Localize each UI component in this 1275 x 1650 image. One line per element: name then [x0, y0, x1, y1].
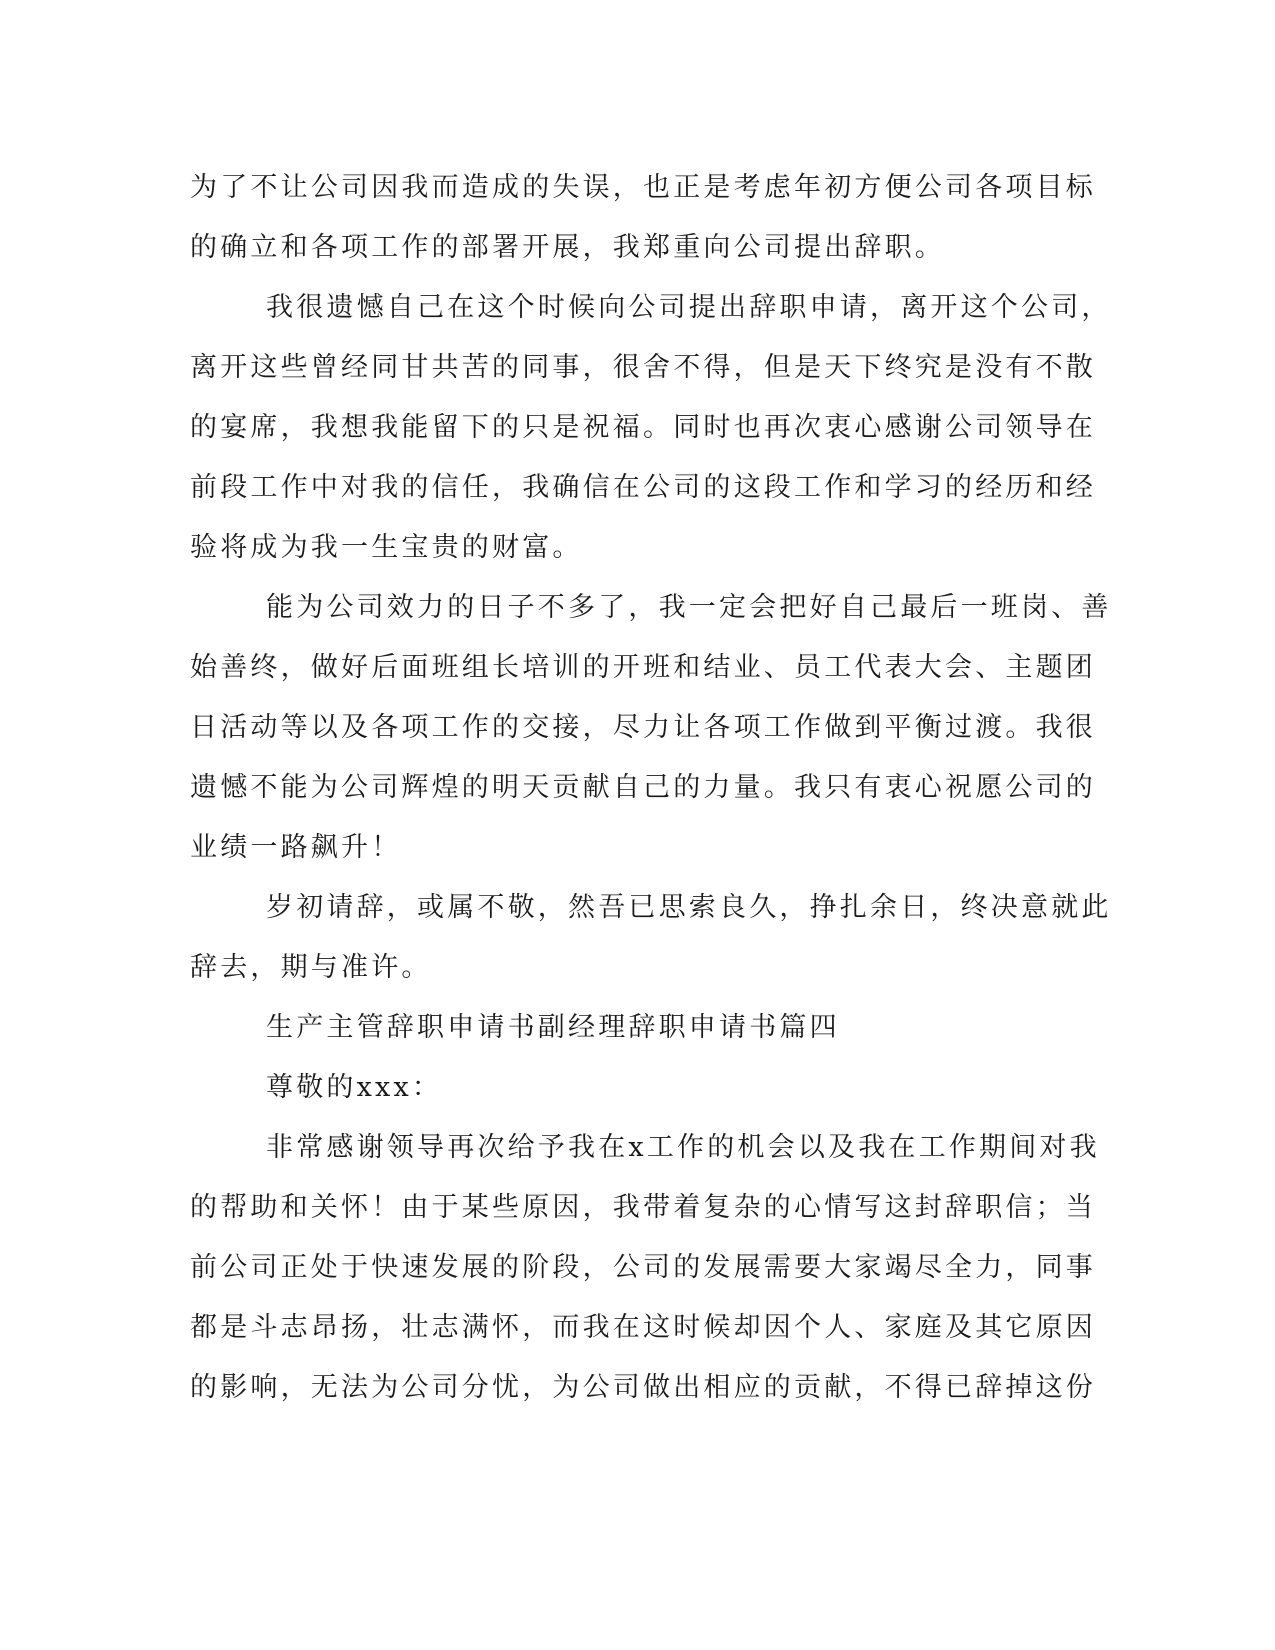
- text-line: 遗憾不能为公司辉煌的明天贡献自己的力量。我只有衷心祝愿公司的: [190, 772, 1096, 803]
- paragraph: [190, 878, 1112, 998]
- text-line: 离开这些曾经同甘共苦的同事，很舍不得，但是天下终究是没有不散: [190, 352, 1096, 383]
- text-line: 生产主管辞职申请书副经理辞职申请书篇四: [266, 1012, 840, 1043]
- text-line: 能为公司效力的日子不多了，我一定会把好自己最后一班岗、善: [266, 592, 1112, 623]
- text-line: 辞去，期与准许。: [190, 952, 432, 983]
- paragraph: [190, 158, 1096, 278]
- text-line: 始善终，做好后面班组长培训的开班和结业、员工代表大会、主题团: [190, 652, 1096, 683]
- text-line: 的帮助和关怀！由于某些原因，我带着复杂的心情写这封辞职信；当: [190, 1192, 1096, 1223]
- text-line: 验将成为我一生宝贵的财富。: [190, 532, 583, 563]
- text-line: 前公司正处于快速发展的阶段，公司的发展需要大家竭尽全力，同事: [190, 1252, 1096, 1283]
- text-line: 我很遗憾自己在这个时候向公司提出辞职申请，离开这个公司，: [266, 292, 1112, 323]
- text-line: 非常感谢领导再次给予我在x工作的机会以及我在工作期间对我: [266, 1132, 1100, 1163]
- text-line: 的确立和各项工作的部署开展，我郑重向公司提出辞职。: [190, 232, 945, 263]
- text-line: 尊敬的xxx：: [266, 1072, 443, 1103]
- text-line: 的宴席，我想我能留下的只是祝福。同时也再次衷心感谢公司领导在: [190, 412, 1096, 443]
- salutation: [190, 1058, 1080, 1118]
- text-line: 岁初请辞，或属不敬，然吾已思索良久，挣扎余日，终决意就此: [266, 892, 1112, 923]
- paragraph: [190, 578, 1112, 878]
- paragraph: [190, 1118, 1100, 1418]
- document-body: [190, 158, 1112, 1418]
- paragraph: [190, 278, 1112, 578]
- text-line: 业绩一路飙升！: [190, 832, 402, 863]
- text-line: 的影响，无法为公司分忧，为公司做出相应的贡献，不得已辞掉这份: [190, 1372, 1096, 1403]
- section-heading: [190, 998, 1080, 1058]
- text-line: 都是斗志昂扬，壮志满怀，而我在这时候却因个人、家庭及其它原因: [190, 1312, 1096, 1343]
- text-line: 日活动等以及各项工作的交接，尽力让各项工作做到平衡过渡。我很: [190, 712, 1096, 743]
- text-line: 为了不让公司因我而造成的失误，也正是考虑年初方便公司各项目标: [190, 172, 1096, 203]
- text-line: 前段工作中对我的信任，我确信在公司的这段工作和学习的经历和经: [190, 472, 1096, 503]
